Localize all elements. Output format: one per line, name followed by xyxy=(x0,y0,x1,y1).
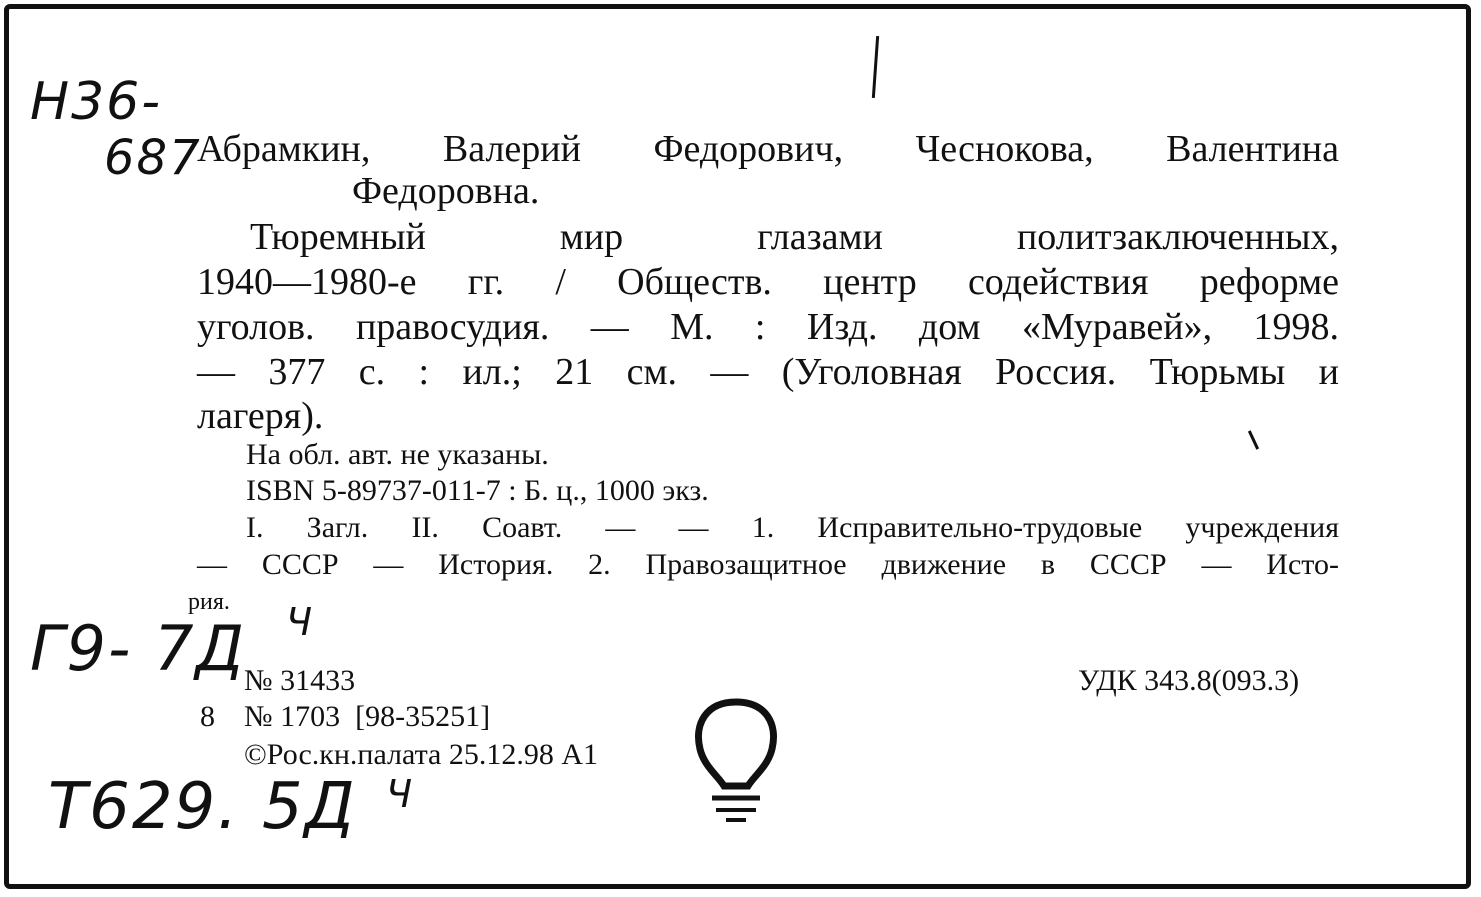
subjects-line-2: — СССР — История. 2. Правозащитное движение в СССР — Исто- xyxy=(197,548,1339,581)
copyright-line: ©Рос.кн.палата 25.12.98 А1 xyxy=(244,738,599,771)
subjects-line-3: рия. xyxy=(188,589,230,615)
title-line-2: 1940—1980-е гг. / Обществ. центр содействия реформе xyxy=(197,261,1339,303)
handwritten-classification-bottom: Т629. 5Д xyxy=(48,770,357,844)
handwritten-classification-middle-sup: Ч xyxy=(286,600,315,644)
title-line-1: Тюремный мир глазами политзаключенных, xyxy=(250,216,1339,258)
title-line-5: лагеря). xyxy=(197,395,324,437)
title-line-4: — 377 с. : ил.; 21 см. — (Уголовная Россия. Тюрьмы и xyxy=(197,351,1339,393)
handwritten-shelfmark-top-line2: 687 xyxy=(104,130,202,186)
udk-code: УДК 343.8(093.3) xyxy=(1078,664,1300,697)
registry-number: № 1703 [98-35251] xyxy=(244,700,491,733)
author-line-2: Федоровна. xyxy=(352,170,540,212)
pen-drawn-bulb-icon xyxy=(686,694,786,824)
subjects-line-1: I. Загл. II. Соавт. — — 1. Исправительно-трудовые учреждения xyxy=(246,511,1339,544)
title-line-3: уголов. правосудия. — М. : Изд. дом «Муравей», 1998. xyxy=(197,306,1339,348)
isbn-line: ISBN 5-89737-011-7 : Б. ц., 1000 экз. xyxy=(246,474,709,507)
record-number: № 31433 xyxy=(244,664,356,697)
author-line-1: Абрамкин, Валерий Федорович, Чеснокова, Валентина xyxy=(197,128,1339,170)
handwritten-classification-bottom-sup: Ч xyxy=(386,772,415,816)
line2-prefix: 8 xyxy=(200,700,215,733)
handwritten-classification-middle: Г9- 7Д xyxy=(30,612,246,685)
cover-note: На обл. авт. не указаны. xyxy=(246,438,549,471)
handwritten-shelfmark-top-line1: Н36- xyxy=(30,72,163,132)
